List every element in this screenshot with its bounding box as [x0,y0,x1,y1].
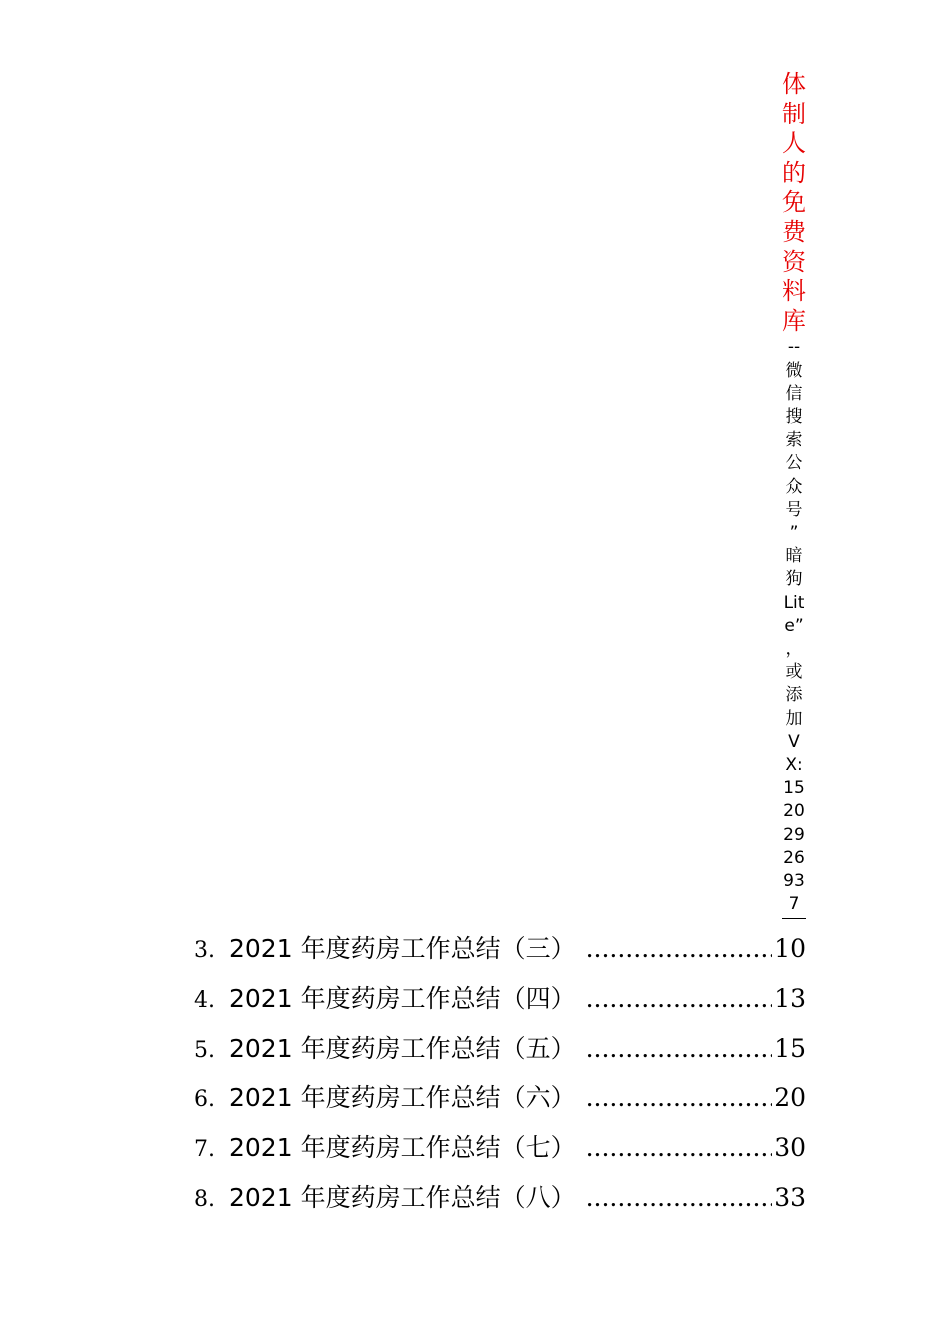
toc-number: 6. [194,1087,215,1113]
toc-item[interactable] [194,1123,806,1173]
toc-number: 5. [194,1037,215,1063]
toc-title: 2021 年度药房工作总结（六） [229,1083,576,1113]
toc-page-number: 13 [774,983,806,1013]
toc-title: 2021 年度药房工作总结（四） [229,983,576,1013]
toc-number: 7. [194,1137,215,1163]
toc-item[interactable] [194,1024,806,1074]
toc-page-number: 15 [774,1033,806,1063]
toc-page-number: 33 [774,1182,806,1212]
toc-title: 2021 年度药房工作总结（八） [229,1182,576,1212]
toc-number: 4. [194,987,215,1013]
toc-item[interactable] [194,924,806,974]
toc-item[interactable] [194,1073,806,1123]
toc-number: 8. [194,1186,215,1212]
notice-text: --微信搜索公众号”暗狗Lite”，或添加VX:15202926937 [783,337,805,915]
toc-page-number: 10 [774,934,806,963]
toc-page-number: 30 [774,1133,806,1163]
toc-item[interactable] [194,974,806,1024]
toc-leader-dots [586,1024,773,1074]
toc-page-number: 20 [774,1083,806,1113]
toc-title: 2021 年度药房工作总结（五） [229,1033,576,1063]
toc-number: 3. [194,938,215,963]
toc-leader-dots [586,1123,773,1173]
toc-title: 2021 年度药房工作总结（三） [229,934,576,963]
sidebar-notice [774,70,814,919]
toc-title: 2021 年度药房工作总结（七） [229,1133,576,1163]
toc-item[interactable] [194,1173,806,1223]
toc-leader-dots [586,1073,773,1123]
notice-underline [782,918,806,919]
toc-leader-dots [586,1173,773,1223]
toc-leader-dots [586,974,773,1024]
toc-leader-dots [586,924,773,974]
table-of-contents [194,924,806,1223]
notice-highlight: 体制人的免费资料库 [782,70,806,335]
